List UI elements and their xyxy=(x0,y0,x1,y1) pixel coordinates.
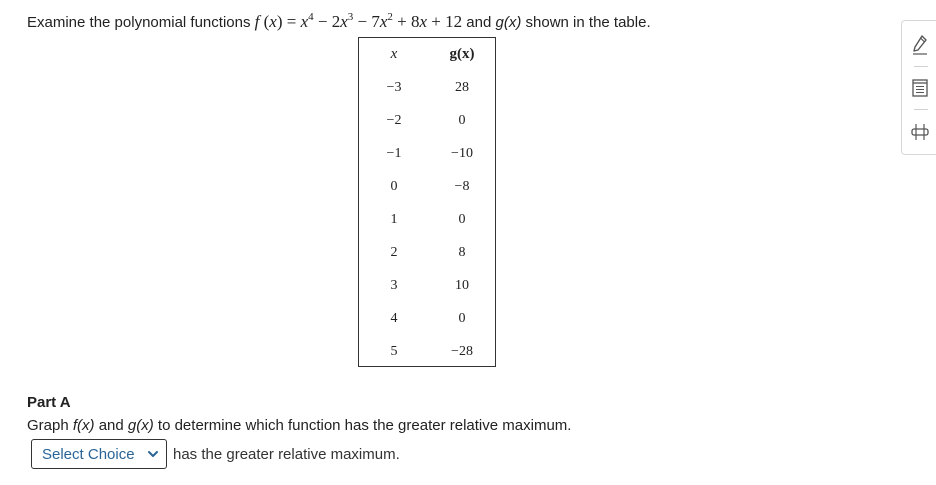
question-suffix: shown in the table. xyxy=(521,14,651,31)
table-cell-x: −2 xyxy=(386,112,402,128)
toolbar-divider xyxy=(914,109,928,110)
table-cell-g: 10 xyxy=(455,277,469,293)
answer-row xyxy=(31,438,400,470)
table-row xyxy=(359,137,495,170)
table-cell-x: −3 xyxy=(386,79,402,95)
table-row xyxy=(359,203,495,236)
table-cell-g: 0 xyxy=(458,112,466,128)
table-cell-x: −1 xyxy=(386,145,402,161)
table-row xyxy=(359,335,495,368)
question-g-label: g(x) xyxy=(495,14,522,31)
question-prompt xyxy=(27,10,651,35)
instr-g: g(x) xyxy=(127,417,154,434)
line-reader-icon[interactable] xyxy=(910,120,930,144)
table-cell-x: 5 xyxy=(390,343,398,359)
table-cell-x: 4 xyxy=(390,310,398,326)
table-row xyxy=(359,104,495,137)
table-cell-g: 8 xyxy=(458,244,466,260)
table-row xyxy=(359,269,495,302)
f-equation: f $(x) = x^4 - 2x^3 - 7x^2 + 8x + 12$ xyxy=(254,11,463,31)
toolbar-divider xyxy=(914,66,928,67)
tools-toolbar xyxy=(901,20,936,155)
table-cell-x: 3 xyxy=(390,277,398,293)
table-cell-x: 0 xyxy=(390,178,398,194)
pencil-icon[interactable] xyxy=(910,33,930,57)
table-cell-g: −8 xyxy=(454,178,470,194)
values-table-frame xyxy=(358,37,496,367)
table-row xyxy=(359,71,495,104)
question-and: and xyxy=(462,14,496,31)
instr-rest: to determine which function has the greater relative maximum. xyxy=(153,417,572,434)
function-select-dropdown[interactable] xyxy=(31,439,167,469)
chevron-down-icon xyxy=(147,449,159,459)
answer-suffix: has the greater relative maximum. xyxy=(173,445,400,463)
table-row xyxy=(359,236,495,269)
part-a-title: Part A xyxy=(27,394,71,411)
table-cell-g: 28 xyxy=(455,79,469,95)
table-header-row xyxy=(359,38,495,71)
table-cell-g: −10 xyxy=(451,145,473,161)
table-header-x: x xyxy=(390,46,398,62)
values-table xyxy=(359,38,495,368)
question-prefix: Examine the polynomial functions xyxy=(27,14,255,31)
table-row xyxy=(359,302,495,335)
select-value: Select Choice xyxy=(42,445,135,463)
table-cell-g: −28 xyxy=(451,343,473,359)
notepad-icon[interactable] xyxy=(910,76,930,100)
table-cell-g: 0 xyxy=(458,211,466,227)
table-cell-g: 0 xyxy=(458,310,466,326)
instr-f: f(x) xyxy=(72,417,95,434)
table-row xyxy=(359,170,495,203)
part-a-instruction xyxy=(27,416,571,436)
table-cell-x: 1 xyxy=(390,211,398,227)
instr-graph: Graph xyxy=(27,417,73,434)
table-cell-x: 2 xyxy=(390,244,398,260)
instr-and: and xyxy=(94,417,128,434)
table-header-g: g(x) xyxy=(449,46,475,62)
